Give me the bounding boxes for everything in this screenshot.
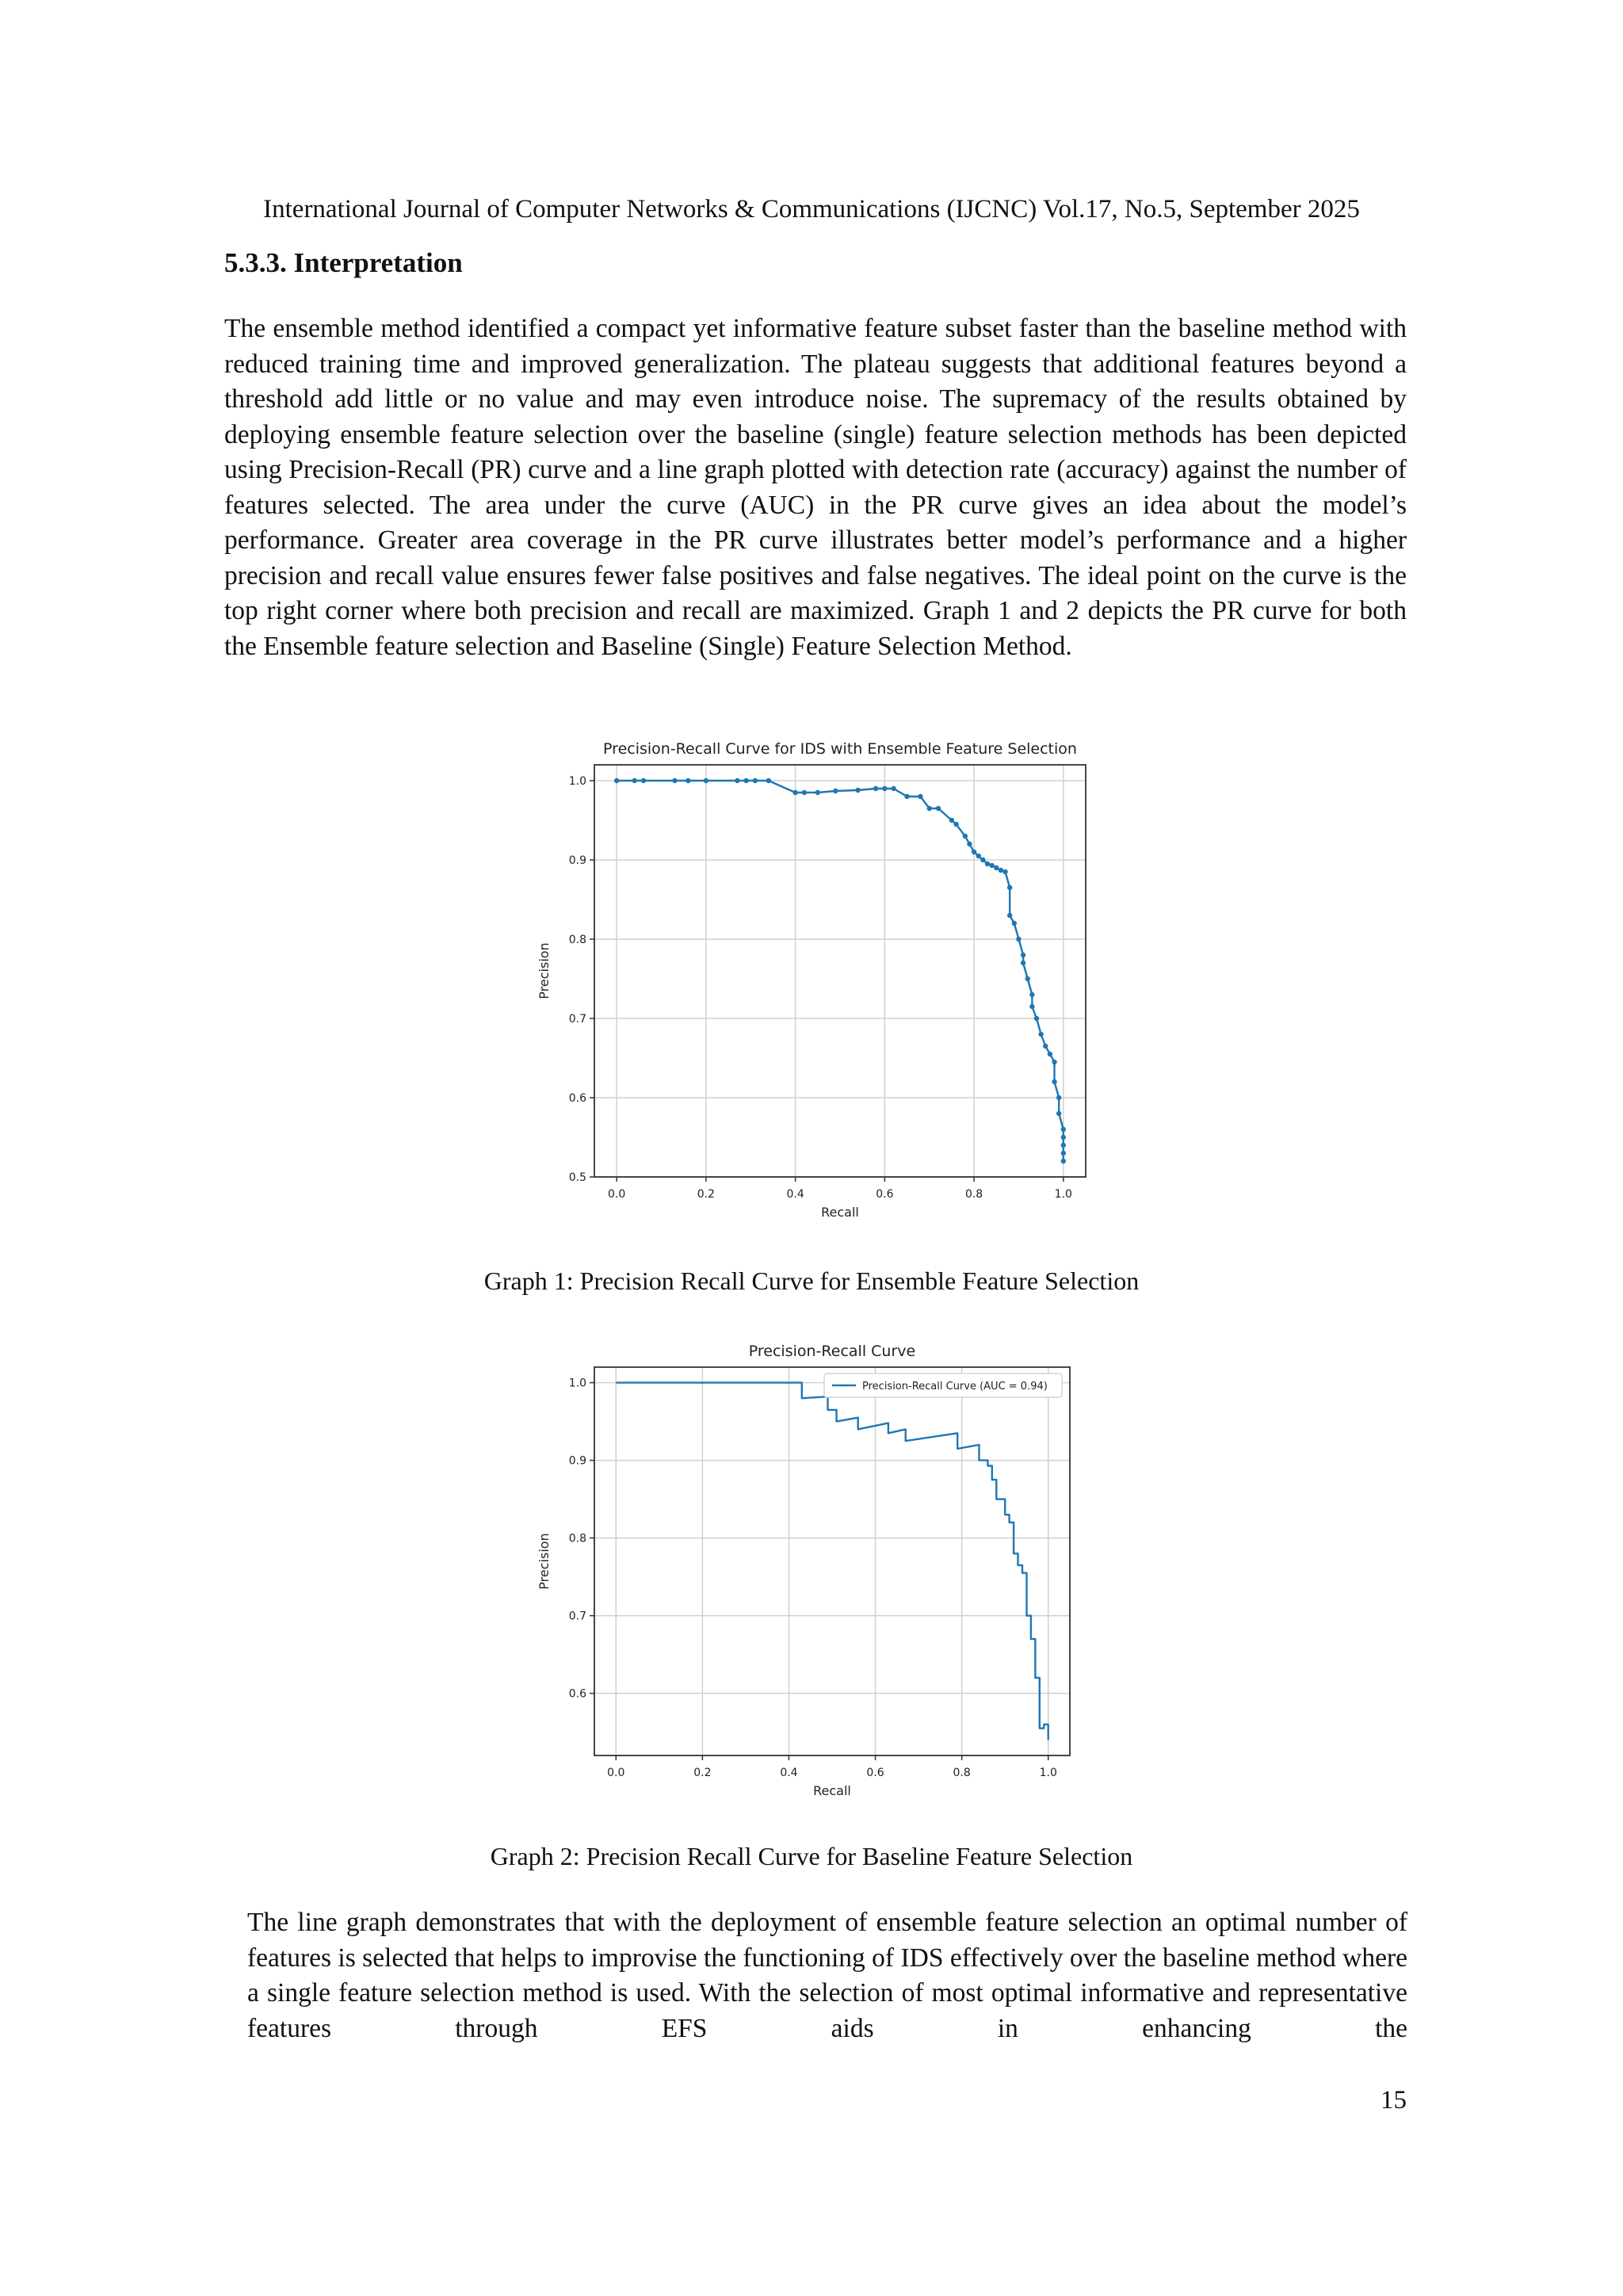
data-point	[994, 865, 999, 870]
data-point	[855, 788, 860, 793]
series-line	[617, 781, 1064, 1161]
body-paragraph-2: The line graph demonstrates that with the deployment of ensemble feature selection an optimal number of features is selected that helps to improvise the functioning of IDS effectively over the baseline method where a single feature selection method is used. With the selection of most optimal informative and representative features through EFS aids in enhancing the	[247, 1908, 1407, 2043]
data-point	[1002, 869, 1007, 874]
y-axis-label: Precision	[537, 1533, 552, 1590]
y-tick-label: 0.9	[568, 854, 586, 867]
data-point	[753, 778, 758, 783]
plot-frame	[594, 1367, 1070, 1755]
data-point	[672, 778, 677, 783]
plot-frame	[594, 765, 1086, 1177]
x-tick-label: 0.8	[964, 1188, 983, 1201]
y-tick-label: 0.6	[568, 1092, 586, 1105]
chart-title: Precision-Recall Curve	[748, 1343, 916, 1360]
data-point	[891, 786, 896, 791]
x-tick-label: 0.6	[866, 1767, 884, 1779]
data-point	[1012, 921, 1017, 926]
x-tick-label: 0.2	[693, 1767, 712, 1779]
graph2-caption: Graph 2: Precision Recall Curve for Baseline Feature Selection	[490, 1842, 1133, 1870]
data-point	[999, 868, 1003, 873]
x-tick-label: 0.4	[786, 1188, 804, 1201]
x-tick-label: 0.4	[780, 1767, 798, 1779]
data-point	[980, 858, 985, 862]
data-point	[963, 834, 968, 839]
body-paragraph-1: The ensemble method identified a compact yet informative feature subset faster than the baseline method with reduced training time and improved generalization. The plateau suggests that additional features beyond a threshold add little or no value and may even introduce noise. The supremacy of the results obtained by deploying ensemble feature selection over the baseline (single) feature selection methods has been depicted using Precision-Recall (PR) curve and a line graph plotted with detection rate (accuracy) against the number of features selected. The area under the curve (AUC) in the PR curve gives an idea about the model’s performance. Greater area coverage in the PR curve illustrates better model’s performance and a higher precision and recall value ensures fewer false positives and false negatives. The ideal point on the curve is the top right corner where both precision and recall are maximized. Graph 1 and 2 depicts the PR curve for both the Ensemble feature selection and Baseline (Single) Feature Selection Method.	[224, 314, 1407, 661]
data-point	[927, 806, 932, 811]
x-tick-label: 1.0	[1039, 1767, 1057, 1779]
data-point	[1061, 1159, 1066, 1163]
data-point	[1021, 953, 1025, 957]
y-axis-label: Precision	[537, 942, 552, 999]
graph1-caption: Graph 1: Precision Recall Curve for Ensemble Feature Selection	[483, 1266, 1140, 1295]
data-point	[802, 790, 807, 795]
journal-header: International Journal of Computer Networks & Communications (IJCNC) Vol.17, No.5, September 2025	[263, 195, 1360, 223]
data-point	[632, 778, 637, 783]
data-point	[1061, 1151, 1066, 1156]
data-point	[1038, 1032, 1043, 1037]
data-point	[972, 850, 976, 854]
x-axis-label: Recall	[813, 1783, 851, 1798]
data-point	[1007, 885, 1012, 890]
data-point	[685, 778, 690, 783]
data-point	[976, 854, 981, 858]
y-tick-label: 0.7	[568, 1013, 586, 1026]
data-point	[1034, 1016, 1039, 1021]
y-tick-label: 0.7	[568, 1610, 586, 1623]
data-point	[949, 818, 954, 823]
data-point	[766, 778, 771, 783]
y-tick-label: 1.0	[568, 775, 586, 788]
data-point	[1048, 1052, 1052, 1056]
y-tick-label: 0.8	[568, 934, 586, 946]
y-tick-label: 0.9	[568, 1454, 586, 1468]
data-point	[704, 778, 708, 783]
data-point	[989, 863, 994, 868]
x-tick-label: 0.2	[697, 1188, 716, 1201]
data-point	[1025, 976, 1030, 981]
data-point	[1043, 1044, 1048, 1049]
y-tick-label: 1.0	[568, 1377, 586, 1390]
data-point	[1056, 1095, 1061, 1100]
data-point	[815, 790, 820, 795]
x-tick-label: 0.0	[608, 1188, 626, 1201]
data-point	[743, 778, 748, 783]
data-point	[967, 842, 972, 846]
data-point	[985, 861, 990, 866]
data-point	[904, 794, 909, 799]
data-point	[641, 778, 646, 783]
data-point	[1056, 1111, 1061, 1116]
section-title: 5.3.3. Interpretation	[224, 247, 463, 278]
data-point	[1061, 1135, 1066, 1140]
data-point	[792, 790, 797, 795]
y-tick-label: 0.5	[568, 1171, 586, 1184]
data-point	[1052, 1079, 1056, 1084]
data-point	[735, 778, 739, 783]
data-point	[953, 822, 958, 827]
pr-curve-baseline-chart	[531, 1331, 1102, 1807]
data-point	[1029, 992, 1034, 997]
x-tick-label: 0.8	[953, 1767, 971, 1779]
data-point	[614, 778, 619, 783]
data-point	[1029, 1004, 1034, 1009]
page-number: 15	[1381, 2086, 1407, 2115]
data-point	[1061, 1143, 1066, 1148]
y-tick-label: 0.8	[568, 1532, 586, 1545]
y-tick-label: 0.6	[568, 1687, 586, 1701]
legend-label: Precision-Recall Curve (AUC = 0.94)	[862, 1381, 1048, 1392]
data-point	[833, 789, 838, 793]
data-point	[1021, 961, 1025, 965]
data-point	[1061, 1127, 1066, 1132]
data-point	[1052, 1060, 1056, 1064]
data-point	[1016, 937, 1021, 942]
x-tick-label: 1.0	[1054, 1188, 1072, 1201]
x-tick-label: 0.0	[607, 1767, 625, 1779]
x-tick-label: 0.6	[876, 1188, 894, 1201]
data-point	[882, 786, 887, 791]
chart-title: Precision-Recall Curve for IDS with Ensemble Feature Selection	[603, 740, 1077, 758]
data-point	[1007, 913, 1012, 918]
data-point	[936, 806, 941, 811]
data-point	[918, 794, 922, 799]
pr-curve-ensemble-chart	[531, 729, 1102, 1236]
data-point	[873, 786, 878, 791]
x-axis-label: Recall	[821, 1205, 859, 1220]
series-line	[616, 1383, 1048, 1740]
